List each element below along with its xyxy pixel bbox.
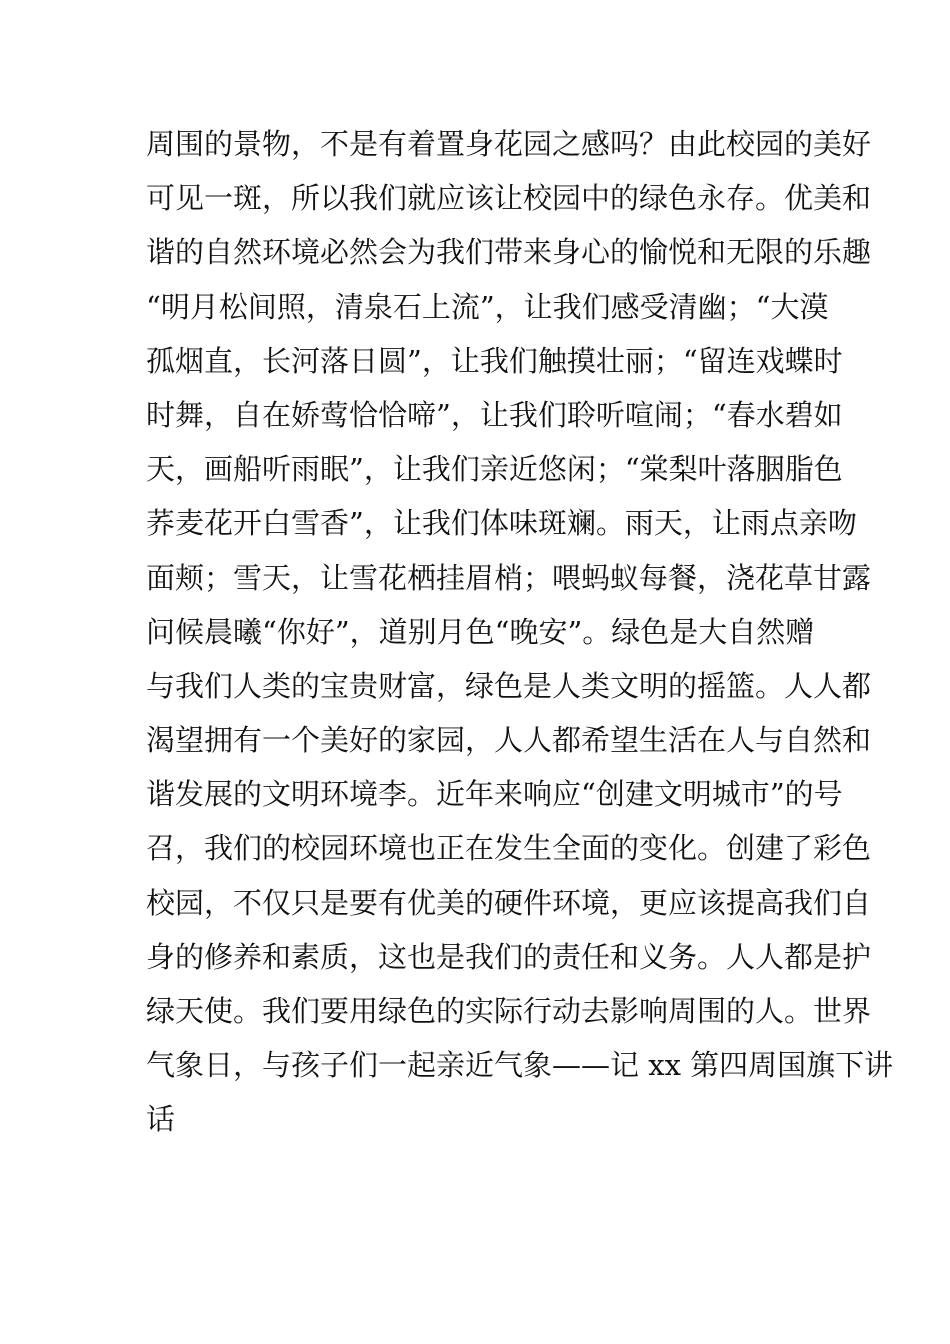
text-line-3: 谐的自然环境必然会为我们带来身心的愉悦和无限的乐趣 <box>146 235 872 270</box>
text-line-5: 孤烟直，长河落日圆”，让我们触摸壮丽；“留连戏蝶时 <box>146 343 843 378</box>
text-line-1: 周围的景物，不是有着置身花园之感吗？由此校园的美好 <box>146 127 872 161</box>
text-line-14: 召，我们的校园环境也正在发生全面的变化。创建了彩色 <box>146 831 872 866</box>
text-line-16: 身的修养和素质，这也是我们的责任和义务。人人都是护 <box>146 939 872 974</box>
text-line-12: 渴望拥有一个美好的家园，人人都希望生活在人与自然和 <box>146 723 872 758</box>
text-line-7: 天，画船听雨眠”，让我们亲近悠闲；“棠梨叶落胭脂色 <box>146 452 843 487</box>
text-line-13: 谐发展的文明环境李。近年来响应“创建文明城市”的号 <box>146 777 843 812</box>
text-line-18: 气象日，与孩子们一起亲近气象——记 xx 第四周国旗下讲 <box>146 1048 894 1083</box>
text-line-17: 绿天使。我们要用绿色的实际行动去影响周围的人。世界 <box>146 994 872 1028</box>
text-line-11: 与我们人类的宝贵财富，绿色是人类文明的摇篮。人人都 <box>146 668 872 703</box>
text-line-10: 问候晨曦“你好”，道别月色“晚安”。绿色是大自然赠 <box>146 614 815 649</box>
text-line-9: 面颊；雪天，让雪花栖挂眉梢；喂蚂蚁每餐，浇花草甘露 <box>146 560 872 595</box>
text-line-6: 时舞，自在娇莺恰恰啼”，让我们聆听喧闹；“春水碧如 <box>146 397 843 432</box>
text-line-8: 荞麦花开白雪香”，让我们体味斑斓。雨天，让雨点亲吻 <box>146 506 857 541</box>
text-line-2: 可见一斑，所以我们就应该让校园中的绿色永存。优美和 <box>146 181 872 216</box>
text-line-4: “明月松间照，清泉石上流”，让我们感受清幽；“大漠 <box>146 289 829 324</box>
text-line-15: 校园，不仅只是要有优美的硬件环境，更应该提高我们自 <box>146 885 872 920</box>
text-line-19: 话 <box>146 1102 176 1137</box>
body-text <box>146 121 894 1151</box>
